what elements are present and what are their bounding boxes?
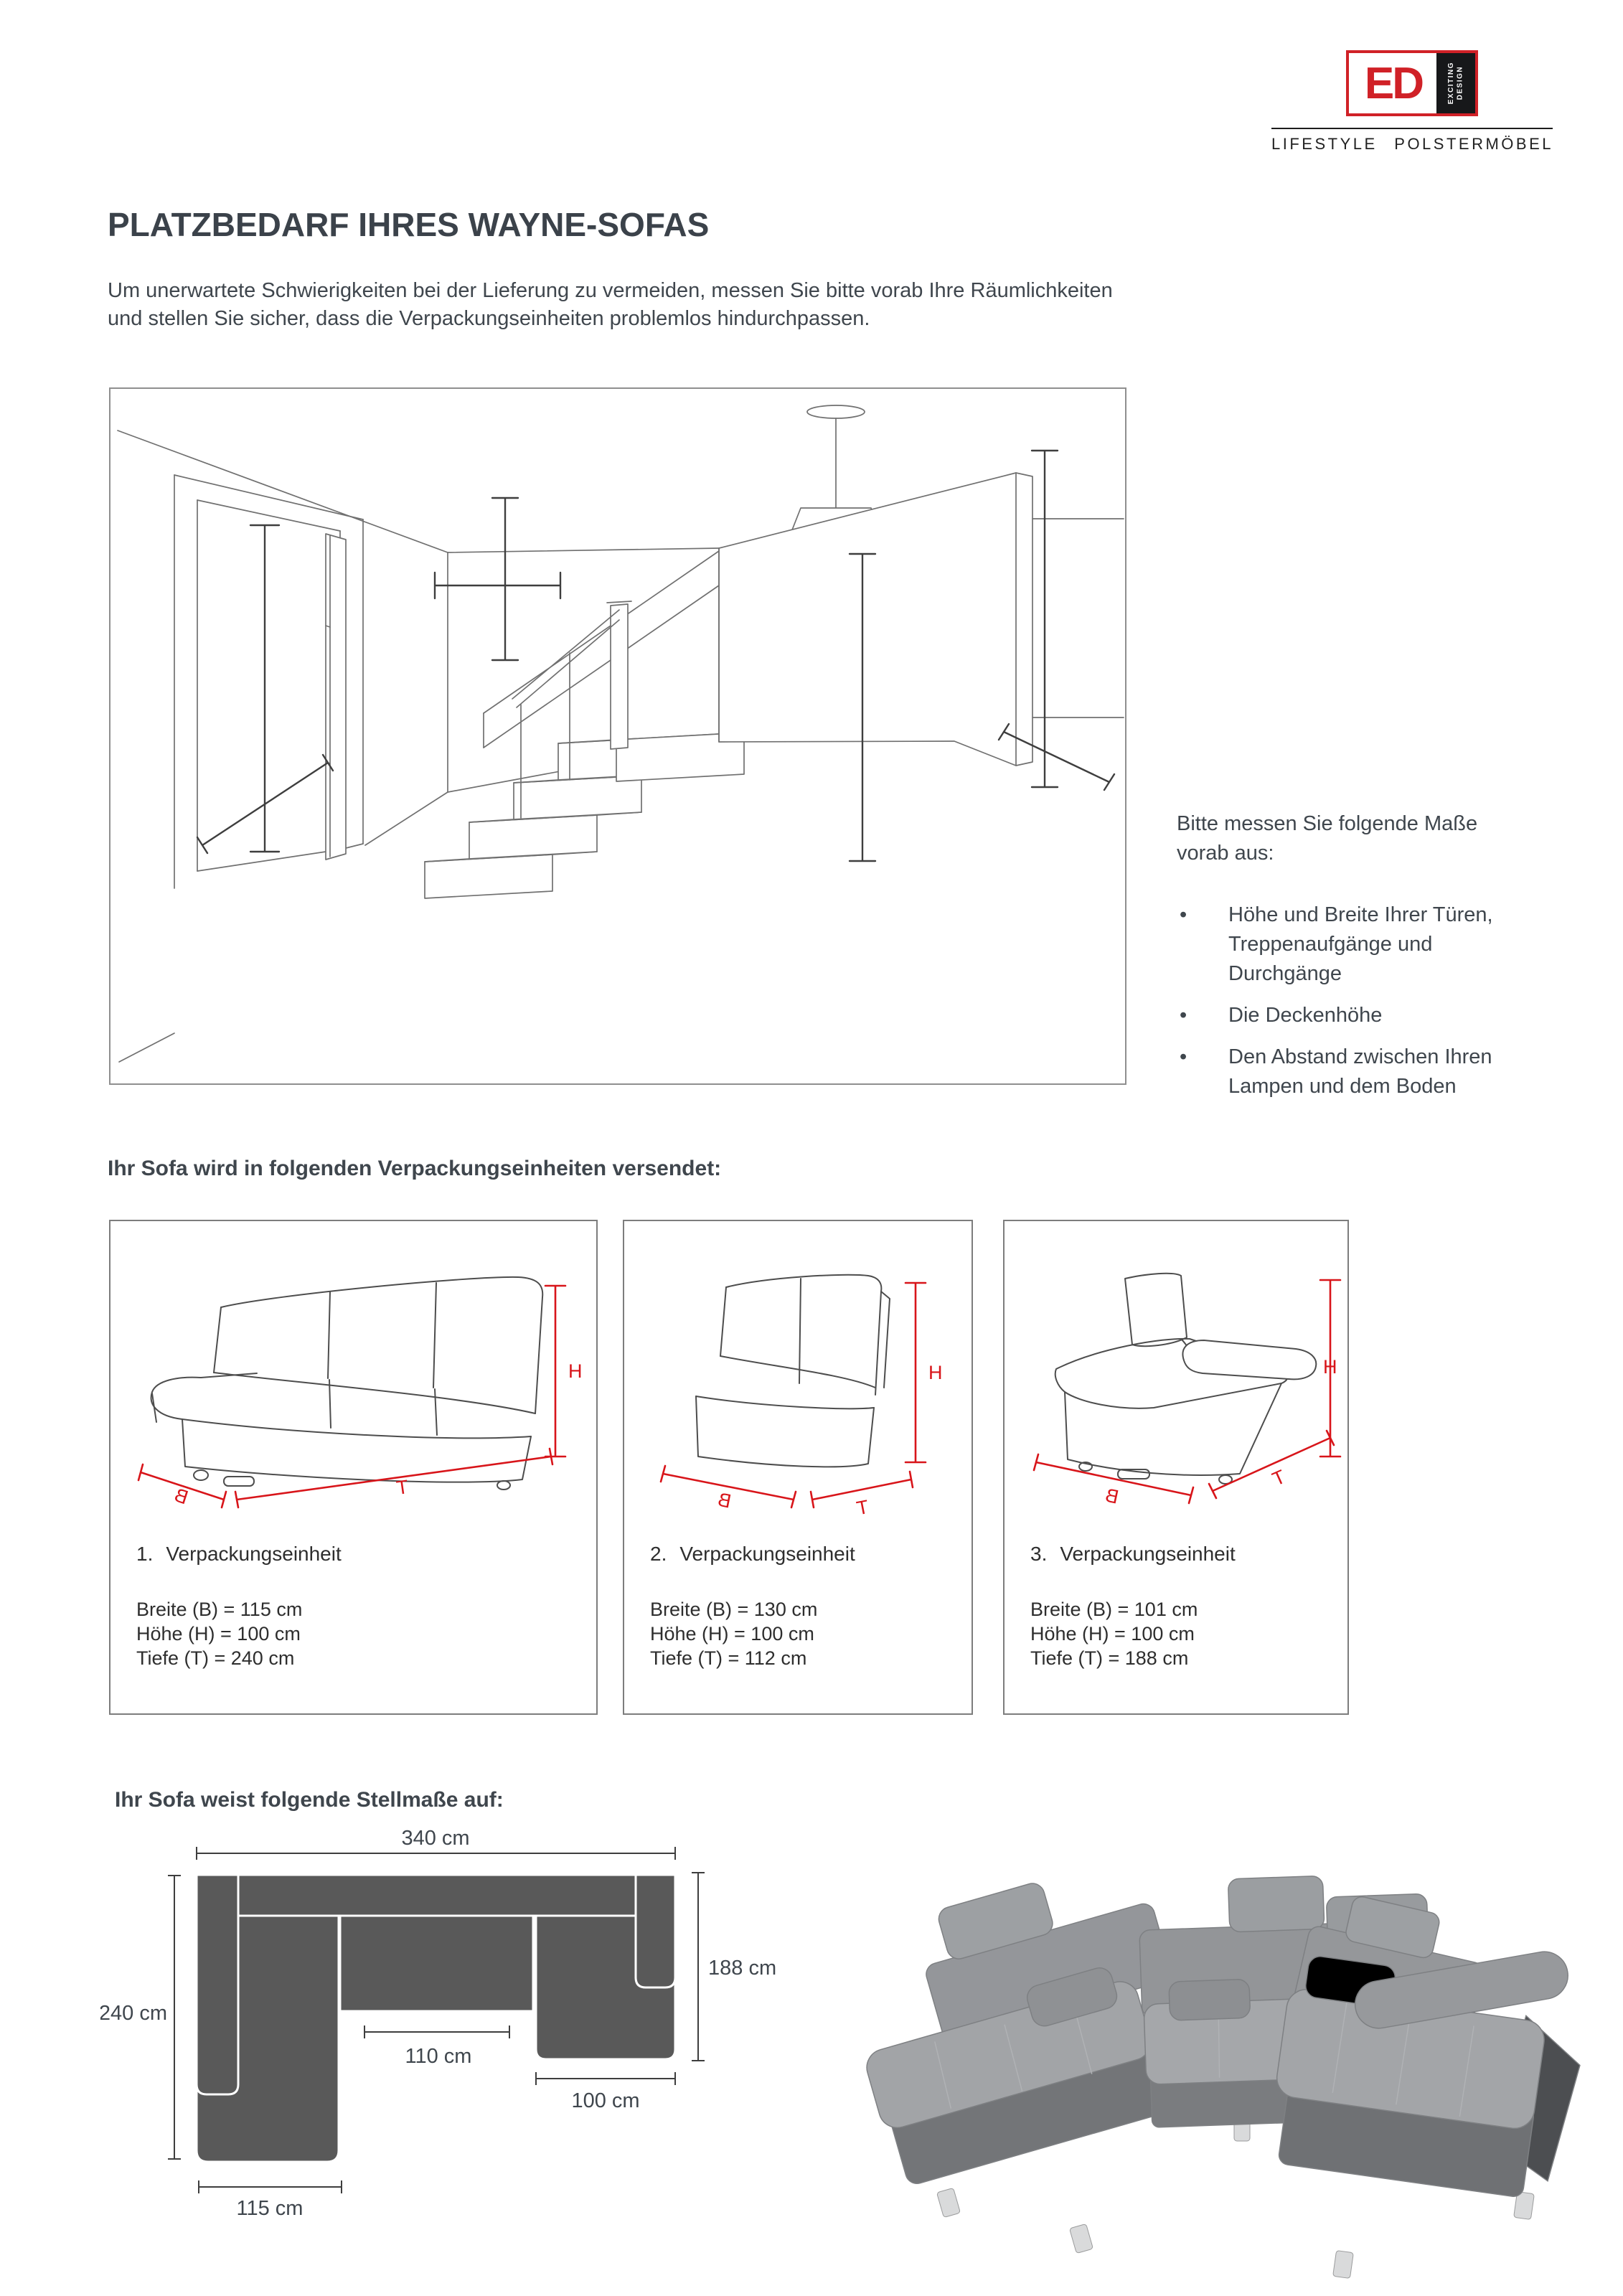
right-arm-strip	[636, 1875, 675, 1987]
svg-text:H: H	[568, 1360, 583, 1382]
passage-width-arrow	[435, 573, 560, 598]
left-floor-edge	[119, 1033, 174, 1062]
logo-tagline: LIFESTYLE POLSTERMÖBEL	[1271, 135, 1553, 153]
logo-exciting-design: EXCITING DESIGN	[1446, 62, 1464, 105]
middle-seat-block	[340, 1916, 533, 2011]
packaging-unit-3-figure	[1010, 1247, 1342, 1525]
door-frame-outer-top	[174, 475, 363, 519]
measure-note-list	[1177, 900, 1520, 1101]
intro-line-1: Um unerwartete Schwierigkeiten bei der Lieferung zu vermeiden, messen Sie bitte vorab Ihre Räumlichkeiten	[108, 279, 1113, 302]
back-wall-top	[448, 548, 719, 552]
svg-text:H: H	[1323, 1356, 1337, 1378]
room-illustration-svg	[110, 389, 1125, 1083]
measure-note	[1177, 809, 1520, 1114]
dim-label-top: 340 cm	[401, 1827, 470, 1850]
list-item: • Die Deckenhöhe	[1177, 1001, 1515, 1030]
right-wall	[719, 473, 1016, 766]
unit-dimensions: Breite (B) = 101 cm Höhe (H) = 100 cm Tiefe (T) = 188 cm	[1030, 1599, 1198, 1669]
stair-height-arrow	[492, 498, 518, 660]
footprint-shape	[197, 1875, 675, 2162]
packaging-unit-card-2	[623, 1220, 973, 1715]
dim-inner	[364, 2026, 509, 2038]
logo-ed-letters: ED	[1364, 58, 1423, 108]
packaging-unit-card-3	[1003, 1220, 1349, 1715]
svg-text:B: B	[716, 1488, 733, 1512]
parapet-bottom	[484, 585, 719, 748]
dim-label-inner: 110 cm	[405, 2045, 472, 2068]
handrail	[512, 610, 619, 707]
footprint-svg	[100, 1826, 804, 2228]
right-door-height-arrow	[1032, 451, 1058, 787]
svg-text:B: B	[1103, 1484, 1121, 1508]
logo-black-panel	[1436, 53, 1475, 113]
svg-text:T: T	[855, 1495, 871, 1520]
dim-left	[168, 1876, 181, 2159]
dim-label-left: 240 cm	[100, 2002, 167, 2025]
packaging-section-heading: Ihr Sofa wird in folgenden Verpackungseinheiten versendet:	[108, 1157, 722, 1180]
parapet-top	[484, 551, 719, 713]
left-arm-strip	[197, 1875, 238, 2094]
footprint-heading: Ihr Sofa weist folgende Stellmaße auf:	[115, 1788, 504, 1812]
page-title: PLATZBEDARF IHRES WAYNE-SOFAS	[108, 206, 710, 243]
packaging-unit-card-1	[109, 1220, 598, 1715]
intro-text	[108, 277, 1471, 333]
newel-cap	[607, 601, 631, 603]
dim-label-bottom-left: 115 cm	[236, 2197, 304, 2220]
sofa-photo-svg	[832, 1858, 1607, 2289]
measure-note-heading: Bitte messen Sie folgende Maße vorab aus:	[1177, 812, 1478, 865]
list-item: • Höhe und Breite Ihrer Türen, Treppenaufgänge und Durchgänge	[1177, 900, 1515, 989]
dim-bottom-left	[199, 2180, 342, 2193]
intro-line-2: und stellen Sie sicher, dass die Verpackungseinheiten problemlos hindurchpassen.	[108, 307, 870, 330]
dim-bottom-right	[536, 2072, 675, 2085]
newel-post	[611, 604, 628, 749]
packaging-unit-1-figure	[116, 1247, 590, 1525]
stairs	[425, 733, 744, 898]
dim-label-right: 188 cm	[708, 1957, 777, 1980]
back-bar-block	[238, 1875, 636, 1916]
brand-logo	[1271, 50, 1553, 154]
unit-dimensions: Breite (B) = 115 cm Höhe (H) = 100 cm Tiefe (T) = 240 cm	[136, 1599, 303, 1669]
room-figure	[109, 387, 1126, 1085]
logo-divider	[1271, 128, 1553, 129]
footprint-diagram	[100, 1826, 804, 2231]
dim-right	[692, 1873, 705, 2061]
list-item: • Den Abstand zwischen Ihren Lampen und dem Boden	[1177, 1043, 1515, 1101]
dim-label-bottom-right: 100 cm	[571, 2089, 640, 2112]
ceiling-edge	[118, 430, 448, 552]
door-height-arrow	[250, 525, 279, 852]
door-leaf	[326, 534, 346, 860]
svg-text:B: B	[171, 1484, 191, 1509]
svg-text:T: T	[395, 1476, 410, 1500]
unit-name: 1. Verpackungseinheit	[136, 1543, 342, 1565]
right-doorway-jamb	[1016, 473, 1032, 766]
sofa-photo	[832, 1858, 1607, 2292]
unit-name: 2. Verpackungseinheit	[650, 1543, 855, 1565]
svg-text:T: T	[1269, 1465, 1289, 1490]
door-sill	[197, 850, 340, 871]
unit-name: 3. Verpackungseinheit	[1030, 1543, 1236, 1565]
svg-text:H: H	[928, 1362, 943, 1383]
packaging-unit-2-figure	[630, 1247, 966, 1525]
logo-mark	[1346, 50, 1478, 116]
far-wall-edges	[1032, 519, 1124, 718]
unit-dimensions: Breite (B) = 130 cm Höhe (H) = 100 cm Tiefe (T) = 112 cm	[650, 1599, 818, 1669]
lamp-canopy	[807, 405, 865, 418]
